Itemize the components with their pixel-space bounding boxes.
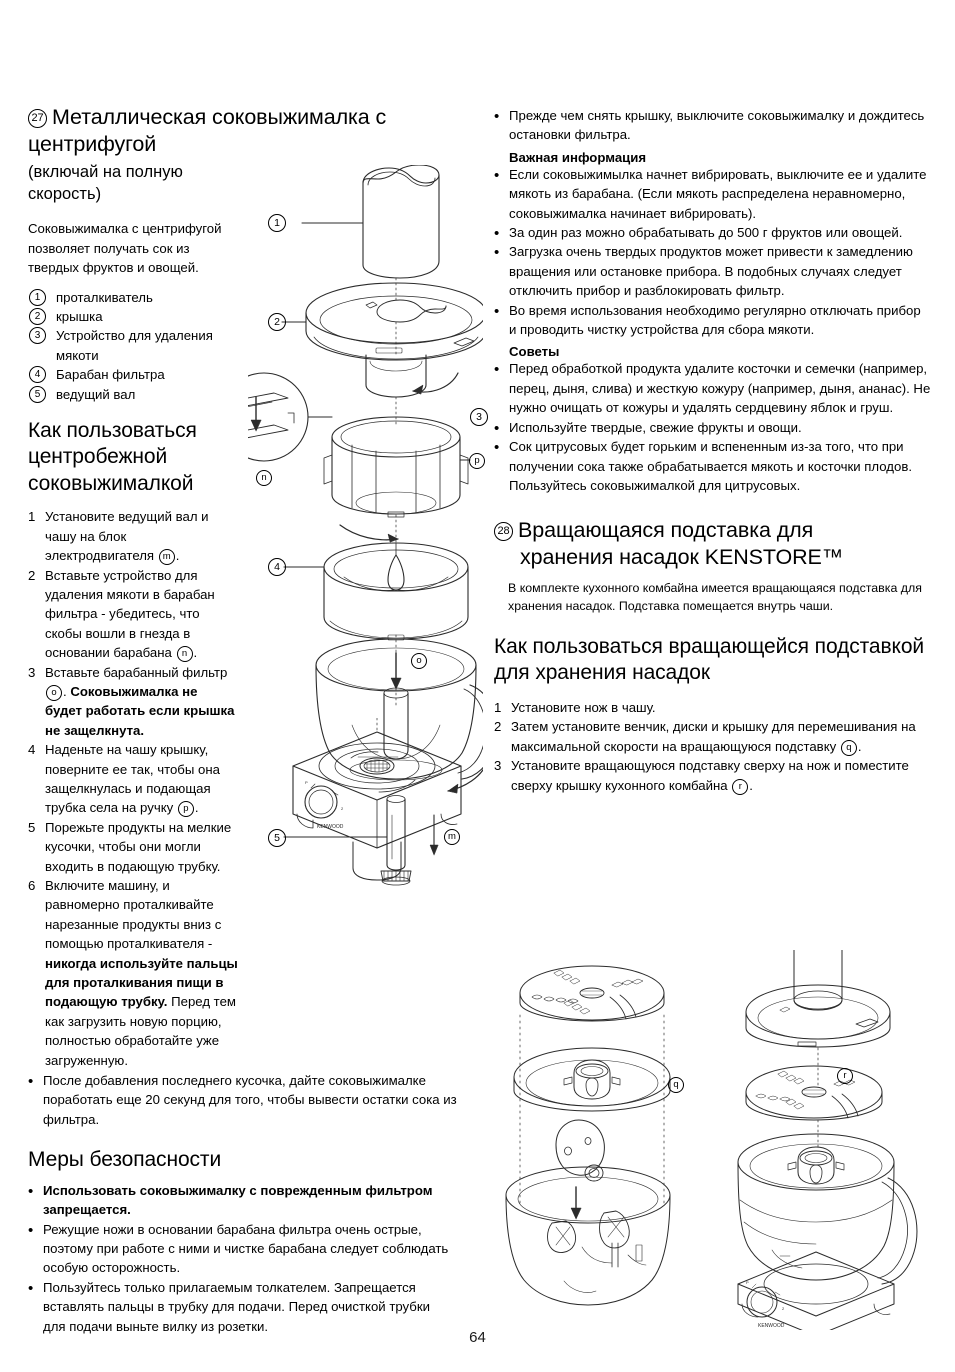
step-number: 1 xyxy=(494,699,502,715)
section-28-marker: 28 xyxy=(494,522,513,541)
step-number: 5 xyxy=(28,819,36,835)
parts-list-label: ведущий вал xyxy=(56,386,136,402)
list-item-text: Во время использования необходимо регулярно отключать прибор и проводить чистку устройства для сбора мякоти. xyxy=(509,302,921,338)
svg-text:KENWOOD: KENWOOD xyxy=(758,1323,785,1329)
bullet-icon: • xyxy=(494,439,500,457)
section-28-title xyxy=(494,517,931,571)
step-number: 3 xyxy=(28,664,36,680)
callout-3: 3 xyxy=(470,407,488,426)
pusher-part xyxy=(363,165,439,278)
parts-list-label: Устройство для удаления мякоти xyxy=(56,328,213,363)
processor-lid xyxy=(746,950,890,1047)
bullet-icon: • xyxy=(28,1073,34,1091)
section-28-title-line1: Вращающаяся подставка для xyxy=(518,518,814,543)
list-item xyxy=(494,242,931,300)
svg-text:2: 2 xyxy=(341,806,344,811)
numbered-step xyxy=(28,740,238,818)
numbered-step xyxy=(28,566,238,663)
circled-letter-m: m xyxy=(159,549,175,565)
safety-heading: Меры безопасности xyxy=(28,1148,222,1172)
part-marker-5: 5 xyxy=(29,386,46,403)
carousel-plate xyxy=(514,1048,670,1111)
numbered-step xyxy=(28,663,238,741)
list-item-text: Использовать соковыжималку с поврежденным фильтром запрещается. xyxy=(43,1182,433,1218)
circled-letter-p: p xyxy=(178,801,194,817)
kenstore-steps-list xyxy=(494,698,931,795)
list-item-text: Прежде чем снять крышку, выключите соковыжималку и дождитесь остановки фильтра. xyxy=(509,108,925,143)
circled-letter-q: q xyxy=(841,740,857,756)
step-text: Вставьте барабанный фильтр o . Соковыжималка не будет работать если крышка не защелкнута. xyxy=(45,664,235,738)
bullet-icon: • xyxy=(494,419,500,437)
callout-letter-r: r xyxy=(837,1066,853,1084)
list-item-text: Перед обработкой продукта удалите косточки и семечки (например, перец, дыня, слива) и жесткую кожуру (например, дыня, ананас). Не нужно очищать от кожуры и удалять сердцевину яблок и груш. xyxy=(509,361,931,416)
list-item-text: Используйте твердые, свежие фрукты и овощи. xyxy=(509,419,802,435)
list-item-text: За один раз можно обрабатывать до 500 г фруктов или овощей. xyxy=(509,225,903,241)
step-number: 2 xyxy=(28,567,36,583)
step-text: Установите нож в чашу. xyxy=(511,699,656,715)
parts-list-marker xyxy=(29,385,46,404)
section-27-marker: 27 xyxy=(28,109,47,128)
callout-letter-p: p xyxy=(469,451,485,469)
centrifugal-steps-list xyxy=(28,507,238,1070)
step-number: 2 xyxy=(494,719,502,735)
emphasis-text: никогда используйте пальцы для проталкивания пищи в подающую трубку. xyxy=(45,955,238,1010)
parts-list-item xyxy=(28,288,243,307)
callout-1: 1 xyxy=(268,213,286,232)
tips-bullets-list xyxy=(494,359,931,495)
list-item-text: Если соковыжимылка начнет вибрировать, выключите ее и удалите мякоть из барабана. (Если мякоть распределена неравномерно, соковыжималка начинает вибрировать). xyxy=(509,166,927,221)
list-item xyxy=(494,437,931,495)
emphasis-text: Соковыжималка не будет работать если крышка не защелкнута. xyxy=(45,683,235,738)
bullet-icon: • xyxy=(28,1279,34,1297)
part-marker-4: 4 xyxy=(29,366,46,383)
callout-letter-q: q xyxy=(668,1075,684,1093)
list-item xyxy=(28,1220,453,1278)
section-27-title-text: Металлическая соковыжималка с центрифугой xyxy=(28,105,387,156)
parts-list-item xyxy=(28,326,243,365)
callout-letter-m: m xyxy=(444,827,460,845)
step-number: 4 xyxy=(28,742,36,758)
list-item-text: Режущие ножи в основании барабана фильтра очень острые, поэтому при работе с ними и чистке барабана следует соблюдать особую осторожность. xyxy=(43,1221,449,1276)
safety-bullets-list xyxy=(28,1181,453,1336)
section-27-title xyxy=(28,104,448,158)
callout-5: 5 xyxy=(268,828,286,847)
list-item xyxy=(494,223,931,242)
important-info-heading: Важная информация xyxy=(509,149,647,165)
step-text: Установите ведущий вал и чашу на блок электродвигателя m . xyxy=(45,509,209,564)
step-number: 1 xyxy=(28,509,36,525)
bullet-icon: • xyxy=(494,244,500,262)
part-marker-1: 1 xyxy=(29,289,46,306)
parts-list xyxy=(28,288,243,404)
parts-list-marker xyxy=(29,288,46,307)
step-text: Включите машину, и равномерно проталкивайте нарезанные продукты вниз с помощью проталкивателя - никогда используйте пальцы для проталкивания пищи в подающую трубку. Перед тем как загрузить новую порцию, полностью обработайте уже загруженную. xyxy=(45,878,238,1068)
parts-list-marker xyxy=(29,365,46,384)
whisk-paddle xyxy=(556,1120,604,1181)
svg-text:P: P xyxy=(305,780,308,785)
numbered-step xyxy=(494,717,931,756)
numbered-step xyxy=(28,507,238,565)
section-27-subtitle: (включай на полную скорость) xyxy=(28,162,183,204)
slicing-disc-2 xyxy=(746,1066,882,1120)
list-item xyxy=(28,1278,453,1336)
numbered-step xyxy=(494,698,931,717)
bullet-icon: • xyxy=(494,166,500,184)
motor-base-figure xyxy=(275,718,480,883)
bullet-icon: • xyxy=(28,1221,34,1239)
step-number: 3 xyxy=(494,758,502,774)
part-marker-2: 2 xyxy=(29,308,46,325)
list-item xyxy=(494,359,931,417)
svg-text:2: 2 xyxy=(782,1306,785,1311)
circled-letter-n: n xyxy=(177,646,193,662)
list-item xyxy=(494,106,931,145)
parts-list-label: Барабан фильтра xyxy=(56,367,165,383)
howto-kenstore-heading: Как пользоваться вращающейся подставкой для хранения насадок xyxy=(494,635,925,685)
list-item xyxy=(494,418,931,437)
step-text: Установите вращающуюся подставку сверху на нож и поместите сверху крышку кухонного комбайна r . xyxy=(511,758,909,793)
kenstore-carousel-figure xyxy=(494,955,709,1315)
svg-text:P: P xyxy=(746,1280,749,1285)
motor-base-2 xyxy=(738,1252,894,1330)
bullet-icon: • xyxy=(494,302,500,320)
numbered-step xyxy=(494,756,931,795)
parts-list-item xyxy=(28,365,243,384)
section-28-intro: В комплекте кухонного комбайна имеется вращающаяся подставка для хранения насадок. Подставка помещается внутрь чаши. xyxy=(508,581,922,614)
slicing-disc xyxy=(520,966,664,1021)
bullet-icon: • xyxy=(494,225,500,243)
numbered-step xyxy=(28,818,238,876)
after-steps-bullet-text: После добавления последнего кусочка, дайте соковыжималке поработать еще 20 секунд для того, чтобы вывести остатки сока из фильтра. xyxy=(43,1073,457,1127)
page-number: 64 xyxy=(469,1329,486,1346)
step-number: 6 xyxy=(28,878,36,894)
important-bullets-list xyxy=(494,165,931,340)
parts-list-marker xyxy=(29,326,46,345)
list-item xyxy=(28,1181,453,1220)
part-marker-3: 3 xyxy=(29,327,46,344)
after-steps-bullet-list xyxy=(28,1071,458,1129)
step-text: Наденьте на чашу крышку, поверните ее так, чтобы она защелкнулась и подающая трубка села на ручку p . xyxy=(45,742,220,816)
section-28-title-line2: хранения насадок KENSTORE™ xyxy=(520,545,844,570)
bullet-icon: • xyxy=(494,108,500,125)
svg-text:KENWOOD: KENWOOD xyxy=(317,824,344,830)
list-item xyxy=(28,1071,458,1129)
list-item-text: Сок цитрусовых будет горьким и вспененным из-за того, что при получении сока также обрабатывается мякоть и косточки плодов. Пользуйтесь соковыжималкой для цитрусовых. xyxy=(509,439,913,493)
bowl-with-knife xyxy=(506,1167,670,1305)
kenstore-assembled-figure xyxy=(706,950,934,1330)
list-item-text: Пользуйтесь только прилагаемым толкателем. Запрещается вставлять пальцы в трубку для подачи. Перед очисткой трубки для подачи выньте вилку из розетки. xyxy=(43,1279,430,1334)
callout-2: 2 xyxy=(268,312,286,331)
parts-list-label: крышка xyxy=(56,308,103,324)
section-27-intro: Соковыжималка с центрифугой позволяет получать сок из твердых фруктов и овощей. xyxy=(28,221,222,276)
right-top-bullets xyxy=(494,106,931,145)
parts-list-item xyxy=(28,385,243,404)
list-item xyxy=(494,165,931,223)
callout-letter-n: n xyxy=(256,468,272,486)
right-column xyxy=(494,106,937,795)
pulp-remover-part xyxy=(324,417,468,517)
howto-centrifugal-heading: Как пользоваться центробежной соковыжималкой xyxy=(28,418,197,495)
list-item-text: Загрузка очень твердых продуктов может привести к замедлению вращения или остановке прибора. В подобных случаях следует отключить прибор и разблокировать фильтр. xyxy=(509,244,913,299)
callout-letter-o: o xyxy=(411,651,427,669)
numbered-step xyxy=(28,876,238,1070)
parts-list-item xyxy=(28,307,243,326)
circled-letter-o: o xyxy=(46,685,62,701)
list-item xyxy=(494,301,931,340)
step-text: Вставьте устройство для удаления мякоти в барабан фильтра - убедитесь, что скобы вошли в гнезда в основании барабана n . xyxy=(45,567,215,661)
bullet-icon: • xyxy=(494,361,500,379)
step-text: Порежьте продукты на мелкие кусочки, чтобы они могли входить в подающую трубку. xyxy=(45,819,232,874)
lid-part xyxy=(306,283,483,397)
parts-list-label: проталкиватель xyxy=(56,289,153,305)
parts-list-marker xyxy=(29,307,46,326)
detail-bubble-n xyxy=(248,373,308,461)
filter-drum-part xyxy=(324,543,468,640)
bowl-assembled xyxy=(738,1134,917,1284)
circled-letter-r: r xyxy=(732,779,748,795)
callout-4: 4 xyxy=(268,557,286,576)
step-text: Затем установите венчик, диски и крышку для перемешивания на максимальной скорости на вращающуюся подставку q . xyxy=(511,719,916,754)
bullet-icon: • xyxy=(28,1182,34,1200)
tips-heading: Советы xyxy=(509,344,560,360)
